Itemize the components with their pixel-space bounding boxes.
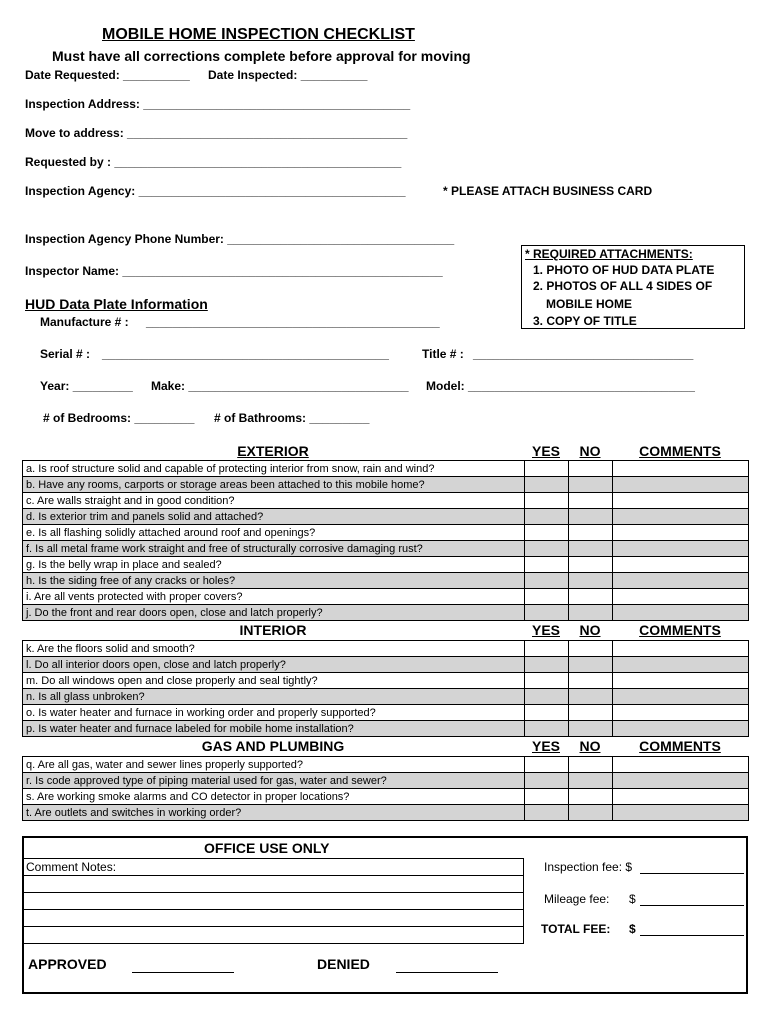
checklist-question: p. Is water heater and furnace labeled for mobile home installation? — [23, 721, 525, 737]
comments-cell[interactable] — [613, 493, 749, 509]
no-column-header: NO — [579, 622, 601, 638]
exterior-checklist — [22, 460, 749, 621]
comment-line[interactable] — [24, 893, 524, 910]
exterior-title: EXTERIOR — [237, 443, 309, 459]
yes-checkbox-cell[interactable] — [525, 589, 569, 605]
inspection-address-field[interactable]: Inspection Address: ________________________________________ — [25, 97, 411, 111]
yes-checkbox-cell[interactable] — [525, 605, 569, 621]
date-inspected-field[interactable]: Date Inspected: __________ — [208, 68, 368, 82]
yes-checkbox-cell[interactable] — [525, 461, 569, 477]
checklist-row — [23, 757, 749, 773]
interior-checklist — [22, 640, 749, 737]
comments-cell[interactable] — [613, 657, 749, 673]
no-checkbox-cell[interactable] — [569, 773, 613, 789]
date-requested-field[interactable]: Date Requested: __________ — [25, 68, 190, 82]
yes-column-header: YES — [531, 622, 560, 638]
mileage-fee-label: Mileage fee: — [544, 892, 610, 906]
model-field[interactable]: Model: __________________________________ — [426, 379, 695, 393]
checklist-row — [23, 477, 749, 493]
denied-signature-line[interactable] — [396, 972, 498, 973]
interior-title: INTERIOR — [239, 622, 307, 638]
office-use-box — [22, 836, 748, 994]
serial-label: Serial # : — [40, 347, 91, 361]
checklist-row — [23, 573, 749, 589]
total-fee-input[interactable] — [640, 935, 744, 936]
comments-cell[interactable] — [613, 673, 749, 689]
comments-cell[interactable] — [613, 773, 749, 789]
checklist-question: c. Are walls straight and in good condition? — [23, 493, 525, 509]
attachments-heading: * REQUIRED ATTACHMENTS: — [525, 247, 693, 261]
no-column-header: NO — [579, 738, 601, 754]
yes-checkbox-cell[interactable] — [525, 477, 569, 493]
comments-cell[interactable] — [613, 589, 749, 605]
page-subtitle: Must have all corrections complete before approval for moving — [52, 48, 471, 64]
yes-checkbox-cell[interactable] — [525, 541, 569, 557]
checklist-question: s. Are working smoke alarms and CO detector in proper locations? — [23, 789, 525, 805]
requested-by-field[interactable]: Requested by : ___________________________________________ — [25, 155, 402, 169]
no-checkbox-cell[interactable] — [569, 705, 613, 721]
attachment-item: 2. PHOTOS OF ALL 4 SIDES OF — [533, 279, 713, 293]
checklist-row — [23, 541, 749, 557]
attachment-item: 1. PHOTO OF HUD DATA PLATE — [533, 263, 715, 277]
manufacture-field[interactable]: ____________________________________________ — [146, 315, 440, 329]
serial-field[interactable]: ___________________________________________ — [102, 347, 389, 361]
no-checkbox-cell[interactable] — [569, 525, 613, 541]
no-column-header: NO — [579, 443, 601, 459]
comments-cell[interactable] — [613, 477, 749, 493]
inspector-name-field[interactable]: Inspector Name: ________________________________________________ — [25, 264, 443, 278]
no-checkbox-cell[interactable] — [569, 657, 613, 673]
checklist-question: g. Is the belly wrap in place and sealed? — [23, 557, 525, 573]
comment-line[interactable] — [24, 876, 524, 893]
total-dollar: $ — [629, 922, 636, 936]
no-checkbox-cell[interactable] — [569, 641, 613, 657]
yes-checkbox-cell[interactable] — [525, 509, 569, 525]
checklist-row — [23, 705, 749, 721]
comments-column-header: COMMENTS — [639, 738, 721, 754]
no-checkbox-cell[interactable] — [569, 509, 613, 525]
yes-checkbox-cell[interactable] — [525, 573, 569, 589]
comments-cell[interactable] — [613, 789, 749, 805]
comments-cell[interactable] — [613, 705, 749, 721]
no-checkbox-cell[interactable] — [569, 673, 613, 689]
yes-column-header: YES — [531, 738, 560, 754]
no-checkbox-cell[interactable] — [569, 461, 613, 477]
comments-cell[interactable] — [613, 541, 749, 557]
checklist-question: h. Is the siding free of any cracks or holes? — [23, 573, 525, 589]
year-field[interactable]: Year: _________ — [40, 379, 133, 393]
no-checkbox-cell[interactable] — [569, 757, 613, 773]
approved-label: APPROVED — [28, 956, 107, 972]
checklist-row — [23, 605, 749, 621]
checklist-question: j. Do the front and rear doors open, close and latch properly? — [23, 605, 525, 621]
mileage-fee-input[interactable] — [640, 905, 744, 906]
checklist-row — [23, 773, 749, 789]
no-checkbox-cell[interactable] — [569, 477, 613, 493]
no-checkbox-cell[interactable] — [569, 789, 613, 805]
comments-cell[interactable] — [613, 557, 749, 573]
yes-checkbox-cell[interactable] — [525, 773, 569, 789]
yes-checkbox-cell[interactable] — [525, 705, 569, 721]
checklist-row — [23, 689, 749, 705]
comments-cell[interactable] — [613, 805, 749, 821]
yes-checkbox-cell[interactable] — [525, 557, 569, 573]
no-checkbox-cell[interactable] — [569, 573, 613, 589]
no-checkbox-cell[interactable] — [569, 589, 613, 605]
no-checkbox-cell[interactable] — [569, 557, 613, 573]
no-checkbox-cell[interactable] — [569, 805, 613, 821]
checklist-row — [23, 509, 749, 525]
no-checkbox-cell[interactable] — [569, 493, 613, 509]
comments-cell[interactable] — [613, 721, 749, 737]
checklist-question: r. Is code approved type of piping material used for gas, water and sewer? — [23, 773, 525, 789]
inspection-fee-label: Inspection fee: $ — [544, 860, 633, 874]
title-number-label: Title # : — [422, 347, 464, 361]
no-checkbox-cell[interactable] — [569, 605, 613, 621]
no-checkbox-cell[interactable] — [569, 689, 613, 705]
move-to-address-field[interactable]: Move to address: __________________________________________ — [25, 126, 408, 140]
yes-column-header: YES — [531, 443, 560, 459]
mileage-dollar: $ — [629, 892, 636, 906]
comments-cell[interactable] — [613, 605, 749, 621]
hud-heading: HUD Data Plate Information — [25, 296, 208, 312]
total-fee-label: TOTAL FEE: — [541, 922, 611, 936]
no-checkbox-cell[interactable] — [569, 721, 613, 737]
denied-label: DENIED — [317, 956, 370, 972]
inspection-fee-input[interactable] — [640, 873, 744, 874]
comments-column-header: COMMENTS — [639, 443, 721, 459]
checklist-question: o. Is water heater and furnace in working order and properly supported? — [23, 705, 525, 721]
comments-cell[interactable] — [613, 461, 749, 477]
yes-checkbox-cell[interactable] — [525, 657, 569, 673]
checklist-question: q. Are all gas, water and sewer lines properly supported? — [23, 757, 525, 773]
comments-cell[interactable] — [613, 573, 749, 589]
comments-cell[interactable] — [613, 689, 749, 705]
comment-line[interactable] — [24, 927, 524, 944]
checklist-question: k. Are the floors solid and smooth? — [23, 641, 525, 657]
title-number-field[interactable]: _________________________________ — [473, 347, 694, 361]
yes-checkbox-cell[interactable] — [525, 493, 569, 509]
yes-checkbox-cell[interactable] — [525, 689, 569, 705]
approved-signature-line[interactable] — [132, 972, 234, 973]
gas-plumbing-checklist — [22, 756, 749, 821]
comments-cell[interactable] — [613, 757, 749, 773]
checklist-row — [23, 657, 749, 673]
checklist-row — [23, 789, 749, 805]
comment-notes-label: Comment Notes: — [26, 860, 117, 874]
checklist-row — [23, 493, 749, 509]
checklist-row — [23, 525, 749, 541]
agency-phone-field[interactable]: Inspection Agency Phone Number: __________________________________ — [25, 232, 455, 246]
interior-header — [22, 621, 748, 639]
yes-checkbox-cell[interactable] — [525, 641, 569, 657]
bathrooms-field[interactable]: # of Bathrooms: _________ — [214, 411, 370, 425]
manufacture-label: Manufacture # : — [40, 315, 129, 329]
make-field[interactable]: Make: _________________________________ — [151, 379, 409, 393]
comment-notes-area[interactable] — [24, 858, 524, 940]
page-title: MOBILE HOME INSPECTION CHECKLIST — [102, 26, 415, 43]
checklist-question: a. Is roof structure solid and capable of protecting interior from snow, rain and wind? — [23, 461, 525, 477]
checklist-row — [23, 721, 749, 737]
comment-line[interactable] — [24, 910, 524, 927]
comments-cell[interactable] — [613, 641, 749, 657]
exterior-header — [22, 442, 748, 460]
business-card-note: * PLEASE ATTACH BUSINESS CARD — [443, 184, 653, 198]
attachment-item: 3. COPY OF TITLE — [533, 314, 637, 328]
checklist-row — [23, 461, 749, 477]
yes-checkbox-cell[interactable] — [525, 789, 569, 805]
comments-column-header: COMMENTS — [639, 622, 721, 638]
checklist-question: l. Do all interior doors open, close and latch properly? — [23, 657, 525, 673]
checklist-question: n. Is all glass unbroken? — [23, 689, 525, 705]
checklist-question: t. Are outlets and switches in working order? — [23, 805, 525, 821]
required-attachments-box — [521, 245, 745, 329]
attachment-item: MOBILE HOME — [546, 297, 632, 311]
comments-cell[interactable] — [613, 509, 749, 525]
yes-checkbox-cell[interactable] — [525, 673, 569, 689]
office-use-title: OFFICE USE ONLY — [204, 840, 330, 856]
yes-checkbox-cell[interactable] — [525, 525, 569, 541]
checklist-row — [23, 673, 749, 689]
checklist-row — [23, 557, 749, 573]
checklist-question: e. Is all flashing solidly attached around roof and openings? — [23, 525, 525, 541]
checklist-row — [23, 805, 749, 821]
gas-plumbing-title: GAS AND PLUMBING — [201, 738, 345, 754]
bedrooms-field[interactable]: # of Bedrooms: _________ — [43, 411, 195, 425]
no-checkbox-cell[interactable] — [569, 541, 613, 557]
checklist-row — [23, 589, 749, 605]
inspection-agency-field[interactable]: Inspection Agency: ________________________________________ — [25, 184, 406, 198]
checklist-question: b. Have any rooms, carports or storage areas been attached to this mobile home? — [23, 477, 525, 493]
yes-checkbox-cell[interactable] — [525, 721, 569, 737]
checklist-row — [23, 641, 749, 657]
checklist-question: d. Is exterior trim and panels solid and attached? — [23, 509, 525, 525]
gas-plumbing-header — [22, 737, 748, 755]
checklist-question: i. Are all vents protected with proper covers? — [23, 589, 525, 605]
yes-checkbox-cell[interactable] — [525, 805, 569, 821]
comments-cell[interactable] — [613, 525, 749, 541]
yes-checkbox-cell[interactable] — [525, 757, 569, 773]
checklist-question: f. Is all metal frame work straight and free of structurally corrosive damaging rust? — [23, 541, 525, 557]
checklist-question: m. Do all windows open and close properly and seal tightly? — [23, 673, 525, 689]
